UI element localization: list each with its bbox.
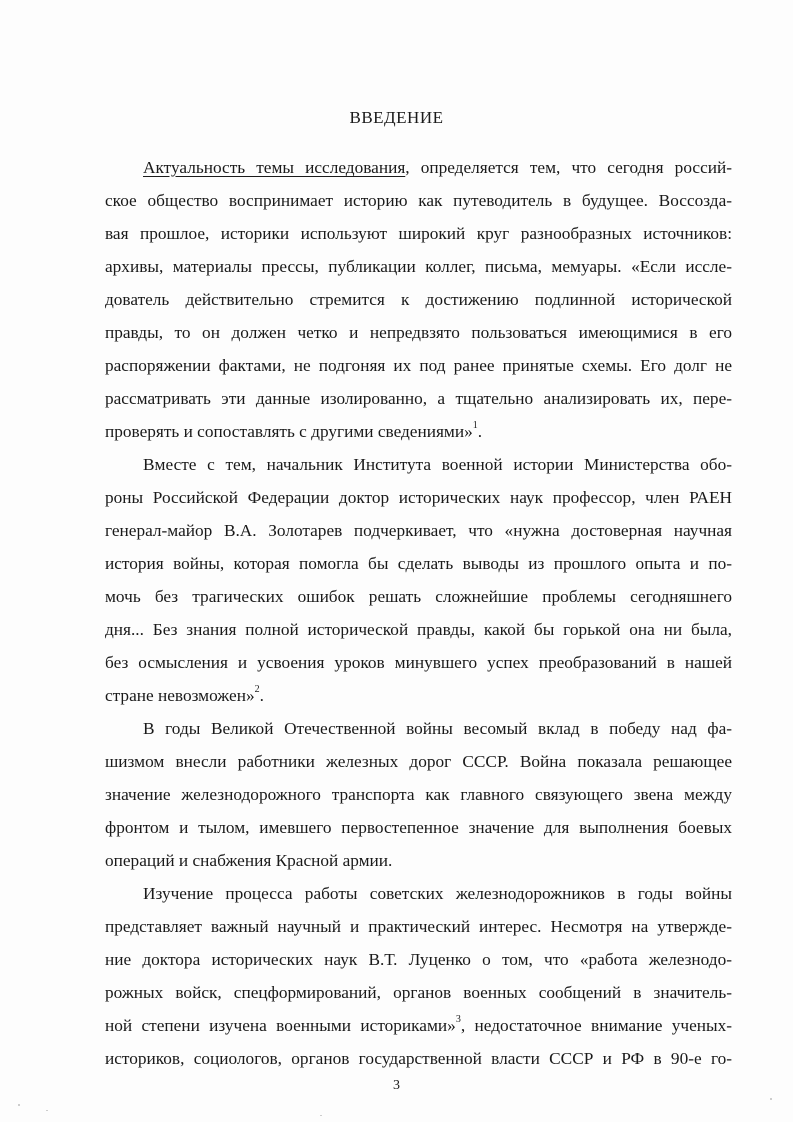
footnote-marker-2: 2	[254, 684, 260, 696]
paragraph-1-line: архивы, материалы прессы, публикации коллег, письма, мемуары. «Если иссле-	[105, 257, 732, 276]
paragraph-2-line: генерал-майор В.А. Золотарев подчеркивает, что «нужна достоверная научная	[105, 521, 732, 540]
paragraph-1-period: .	[477, 422, 483, 441]
paragraph-3-line: фронтом и тылом, имевшего первостепенное значение для выполнения боевых	[105, 818, 732, 837]
paragraph-3-line: значение железнодорожного транспорта как главного связующего звена между	[105, 785, 732, 804]
paragraph-4-footnote-line-start: ной степени изучена военными историками»	[105, 1016, 456, 1035]
paragraph-2-line: без осмысления и усвоения уроков минувшего успех преобразований в нашей	[105, 653, 732, 672]
paragraph-1-line: вая прошлое, историки используют широкий круг разнообразных источников:	[105, 224, 732, 243]
scan-speck	[18, 1104, 20, 1106]
footnote-marker-3: 3	[455, 1014, 461, 1026]
paragraph-2-line: дня... Без знания полной исторической правды, какой бы горькой она ни была,	[105, 620, 732, 639]
paragraph-3-last-line: операций и снабжения Красной армии.	[105, 851, 393, 870]
scan-speck	[770, 1098, 772, 1100]
paragraph-4-line: рожных войск, спецформирований, органов военных сообщений в значитель-	[105, 983, 732, 1002]
paragraph-1-line: дователь действительно стремится к достижению подлинной исторической	[105, 290, 732, 309]
paragraph-4-line: ние доктора исторических наук В.Т. Луценко о том, что «работа железнодо-	[105, 950, 732, 969]
page-number: 3	[393, 1078, 400, 1093]
paragraph-2-line: мочь без трагических ошибок решать сложнейшие проблемы сегодняшнего	[105, 587, 732, 606]
paragraph-1-line: распоряжении фактами, не подгоняя их под ранее принятые схемы. Его долг не	[105, 356, 732, 375]
paragraph-2-line: роны Российской Федерации доктор исторических наук профессор, член РАЕН	[105, 488, 732, 507]
paragraph-4-line: историков, социологов, органов государственной власти СССР и РФ в 90-е го-	[105, 1049, 732, 1068]
paragraph-3-line: шизмом внесли работники железных дорог СССР. Война показала решающее	[105, 752, 732, 771]
paragraph-1-line: ское общество воспринимает историю как путеводитель в будущее. Воссозда-	[105, 191, 732, 210]
paragraph-4-line: Изучение процесса работы советских железнодорожников в годы войны	[143, 884, 732, 903]
paragraph-2-last-line-text: стране невозможен»	[105, 686, 255, 705]
paragraph-1-last-line-text: проверять и сопоставлять с другими сведениями»	[105, 422, 473, 441]
paragraph-4-line: представляет важный научный и практический интерес. Несмотря на утвержде-	[105, 917, 732, 936]
scan-speck	[320, 1115, 322, 1116]
paragraph-2-last-line	[105, 684, 732, 708]
paragraph-1-line: правды, то он должен четко и непредвзято пользоваться имеющимися в его	[105, 323, 732, 342]
scan-speck	[46, 1110, 48, 1111]
paragraph-3-line: В годы Великой Отечественной войны весомый вклад в победу над фа-	[143, 719, 732, 738]
paragraph-1-line-1	[143, 156, 732, 180]
paragraph-2-line: Вместе с тем, начальник Института военной истории Министерства обо-	[143, 455, 732, 474]
page-title: ВВЕДЕНИЕ	[349, 108, 444, 127]
paragraph-1-line: рассматривать эти данные изолированно, а тщательно анализировать их, пере-	[105, 389, 732, 408]
paragraph-1-line-1-rest: , определяется тем, что сегодня россий-	[405, 158, 732, 177]
paragraph-2-period: .	[259, 686, 264, 705]
paragraph-4-footnote-line	[105, 1014, 732, 1038]
paragraph-4-footnote-line-rest: , недостаточное внимание ученых-	[460, 1016, 732, 1035]
footnote-marker-1: 1	[472, 420, 478, 432]
paragraph-2-line: история войны, которая помогла бы сделать выводы из прошлого опыта и по-	[105, 554, 732, 573]
underlined-lead: Актуальность темы исследования	[143, 158, 406, 177]
paragraph-1-last-line	[105, 420, 732, 444]
